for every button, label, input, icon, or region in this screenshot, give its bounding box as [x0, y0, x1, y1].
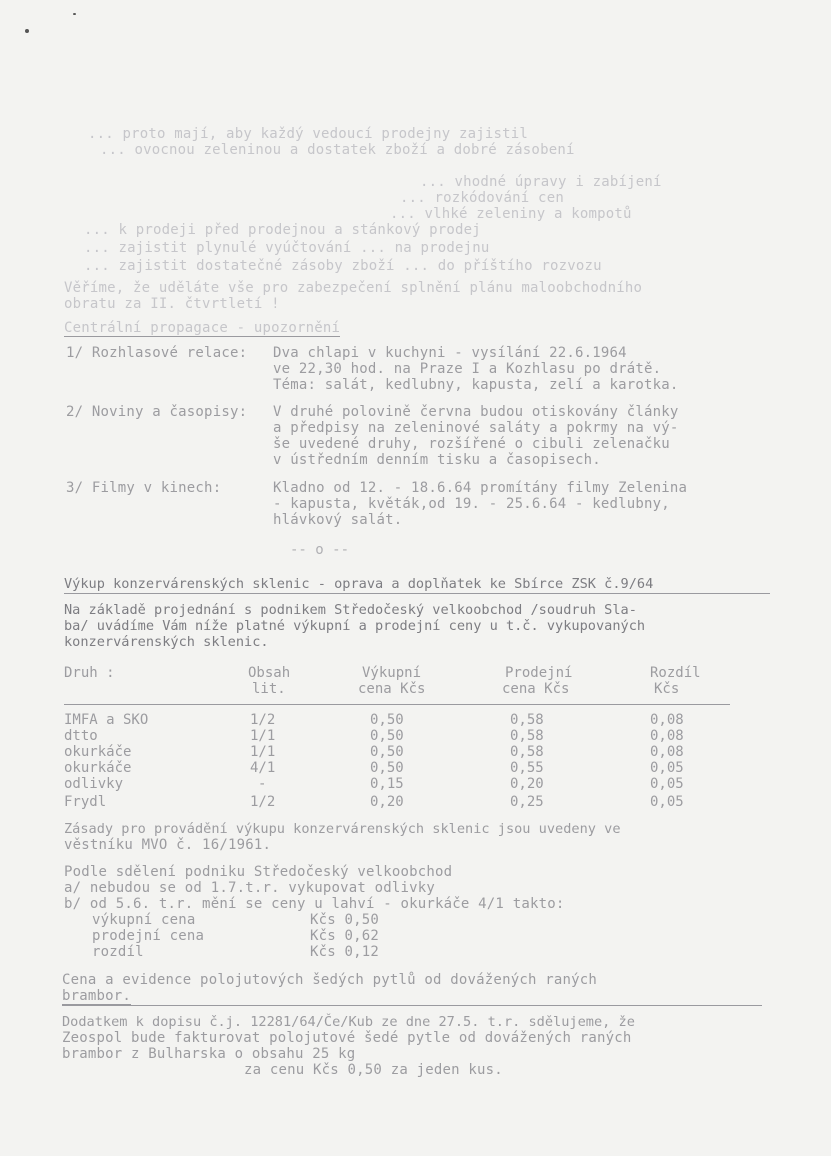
intro-line: ... rozkódování cen [400, 190, 564, 206]
jars-heading-underline [64, 593, 770, 594]
table-header: Obsah [248, 665, 291, 681]
intro-line: ... ovocnou zeleninou a dostatek zboží a dobré zásobení [100, 142, 575, 158]
bags-heading: brambor. [62, 988, 132, 1004]
central-item-line: Dva chlapi v kuchyni - vysílání 22.6.1964 [273, 345, 627, 361]
table-cell: 1/1 [250, 744, 276, 760]
table-cell: 0,58 [510, 728, 544, 744]
table-cell: 0,50 [370, 728, 404, 744]
ink-speck [25, 29, 29, 33]
table-cell: 0,55 [510, 760, 544, 776]
central-item-line: a předpisy na zeleninové saláty a pokrmy na vý- [273, 420, 679, 436]
table-cell: 1/2 [250, 712, 276, 728]
bags-line: Zeospol bude fakturovat polojutové šedé pytle od dovážených raných [62, 1030, 632, 1046]
central-item-line: V druhé polovině června budou otiskovány články [273, 404, 679, 420]
closing-intro-line: Věříme, že uděláte vše pro zabezpečení splnění plánu maloobchodního [64, 280, 643, 296]
table-cell: 0,08 [650, 712, 684, 728]
bags-line: Dodatkem k dopisu č.j. 12281/64/Če/Kub ze dne 27.5. t.r. sdělujeme, že [62, 1014, 635, 1030]
table-cell: 0,50 [370, 760, 404, 776]
table-cell: 0,58 [510, 744, 544, 760]
table-cell: 0,20 [370, 794, 404, 810]
table-cell: 0,15 [370, 776, 404, 792]
rules-line: Zásady pro provádění výkupu konzervárenských sklenic jsou uvedeny ve [64, 821, 621, 837]
rules-line: věstníku MVO č. 16/1961. [64, 837, 272, 853]
jars-intro-line: Na základě projednání s podnikem Středočeský velkoobchod /soudruh Sla- [64, 602, 637, 618]
table-cell: 0,50 [370, 744, 404, 760]
table-cell: 0,08 [650, 728, 684, 744]
bags-line: brambor z Bulharska o obsahu 25 kg [62, 1046, 356, 1062]
table-cell: odlivky [64, 776, 124, 792]
table-cell: okurkáče [64, 744, 132, 760]
central-item-line: še uvedené druhy, rozšířené o cibuli zelenačku [273, 436, 670, 452]
central-item-line: v ústředním denním tisku a časopisech. [273, 452, 601, 468]
intro-line: ... zajistit plynulé vyúčtování ... na prodejnu [84, 240, 490, 256]
table-header: Prodejní [505, 665, 573, 681]
notice-line: Podle sdělení podniku Středočeský velkoobchod [64, 864, 453, 880]
table-cell: 0,05 [650, 794, 684, 810]
table-header: Druh : [64, 665, 115, 681]
intro-line: ... k prodeji před prodejnou a stánkový prodej [84, 222, 481, 238]
notice-line: b/ od 5.6. t.r. mění se ceny u lahví - okurkáče 4/1 takto: [64, 896, 565, 912]
price-change-value: Kčs 0,12 [310, 944, 380, 960]
table-cell: 0,05 [650, 776, 684, 792]
table-cell: - [258, 776, 267, 792]
central-item-line: Téma: salát, kedlubny, kapusta, zelí a karotka. [273, 377, 679, 393]
bags-line: za cenu Kčs 0,50 za jeden kus. [244, 1062, 503, 1078]
table-cell: 1/1 [250, 728, 276, 744]
central-item-line: - kapusta, květák,od 19. - 25.6.64 - kedlubny, [273, 496, 670, 512]
table-cell: 1/2 [250, 794, 276, 810]
notice-line: a/ nebudou se od 1.7.t.r. vykupovat odlivky [64, 880, 436, 896]
table-header: lit. [252, 681, 286, 697]
table-cell: IMFA a SKO [64, 712, 149, 728]
intro-line: ... vlhké zeleniny a kompotů [390, 206, 632, 222]
central-item-line: ve 22,30 hod. na Praze I a Kozhlasu po drátě. [273, 361, 662, 377]
jars-heading: Výkup konzervárenských sklenic - oprava a doplňatek ke Sbírce ZSK č.9/64 [64, 576, 654, 592]
section-divider: -- o -- [290, 542, 350, 558]
table-cell: 4/1 [250, 760, 276, 776]
price-change-label: rozdíl [92, 944, 144, 960]
table-header: Výkupní [362, 665, 422, 681]
table-header: cena Kčs [358, 681, 426, 697]
intro-line: ... vhodné úpravy i zabíjení [420, 174, 662, 190]
ink-speck [73, 13, 76, 15]
bags-heading: Cena a evidence polojutových šedých pytlů od dovážených raných [62, 972, 597, 988]
central-item-label: 3/ Filmy v kinech: [66, 480, 222, 496]
price-change-label: výkupní cena [92, 912, 196, 928]
central-heading: Centrální propagace - upozornění [64, 320, 341, 336]
table-cell: 0,25 [510, 794, 544, 810]
bags-heading-underline [62, 1005, 762, 1006]
central-item-label: 1/ Rozhlasové relace: [66, 345, 248, 361]
table-header: cena Kčs [502, 681, 570, 697]
table-cell: okurkáče [64, 760, 132, 776]
table-cell: Frydl [64, 794, 107, 810]
table-cell: 0,50 [370, 712, 404, 728]
jars-intro-line: ba/ uvádíme Vám níže platné výkupní a prodejní ceny u t.č. vykupovaných [64, 618, 646, 634]
jars-intro-line: konzervárenských sklenic. [64, 634, 269, 650]
price-change-value: Kčs 0,50 [310, 912, 380, 928]
table-header: Rozdíl [650, 665, 701, 681]
table-cell: 0,08 [650, 744, 684, 760]
intro-line: ... proto mají, aby každý vedoucí prodejny zajistil [88, 126, 529, 142]
table-cell: dtto [64, 728, 98, 744]
table-cell: 0,58 [510, 712, 544, 728]
table-rule [64, 704, 730, 705]
price-change-value: Kčs 0,62 [310, 928, 380, 944]
central-item-line: hlávkový salát. [273, 512, 403, 528]
intro-line: ... zajistit dostatečné zásoby zboží ... do příštího rozvozu [84, 258, 602, 274]
closing-intro-line: obratu za II. čtvrtletí ! [64, 296, 280, 312]
central-item-label: 2/ Noviny a časopisy: [66, 404, 248, 420]
table-cell: 0,20 [510, 776, 544, 792]
table-cell: 0,05 [650, 760, 684, 776]
price-change-label: prodejní cena [92, 928, 205, 944]
table-header: Kčs [654, 681, 680, 697]
central-item-line: Kladno od 12. - 18.6.64 promítány filmy Zelenina [273, 480, 688, 496]
